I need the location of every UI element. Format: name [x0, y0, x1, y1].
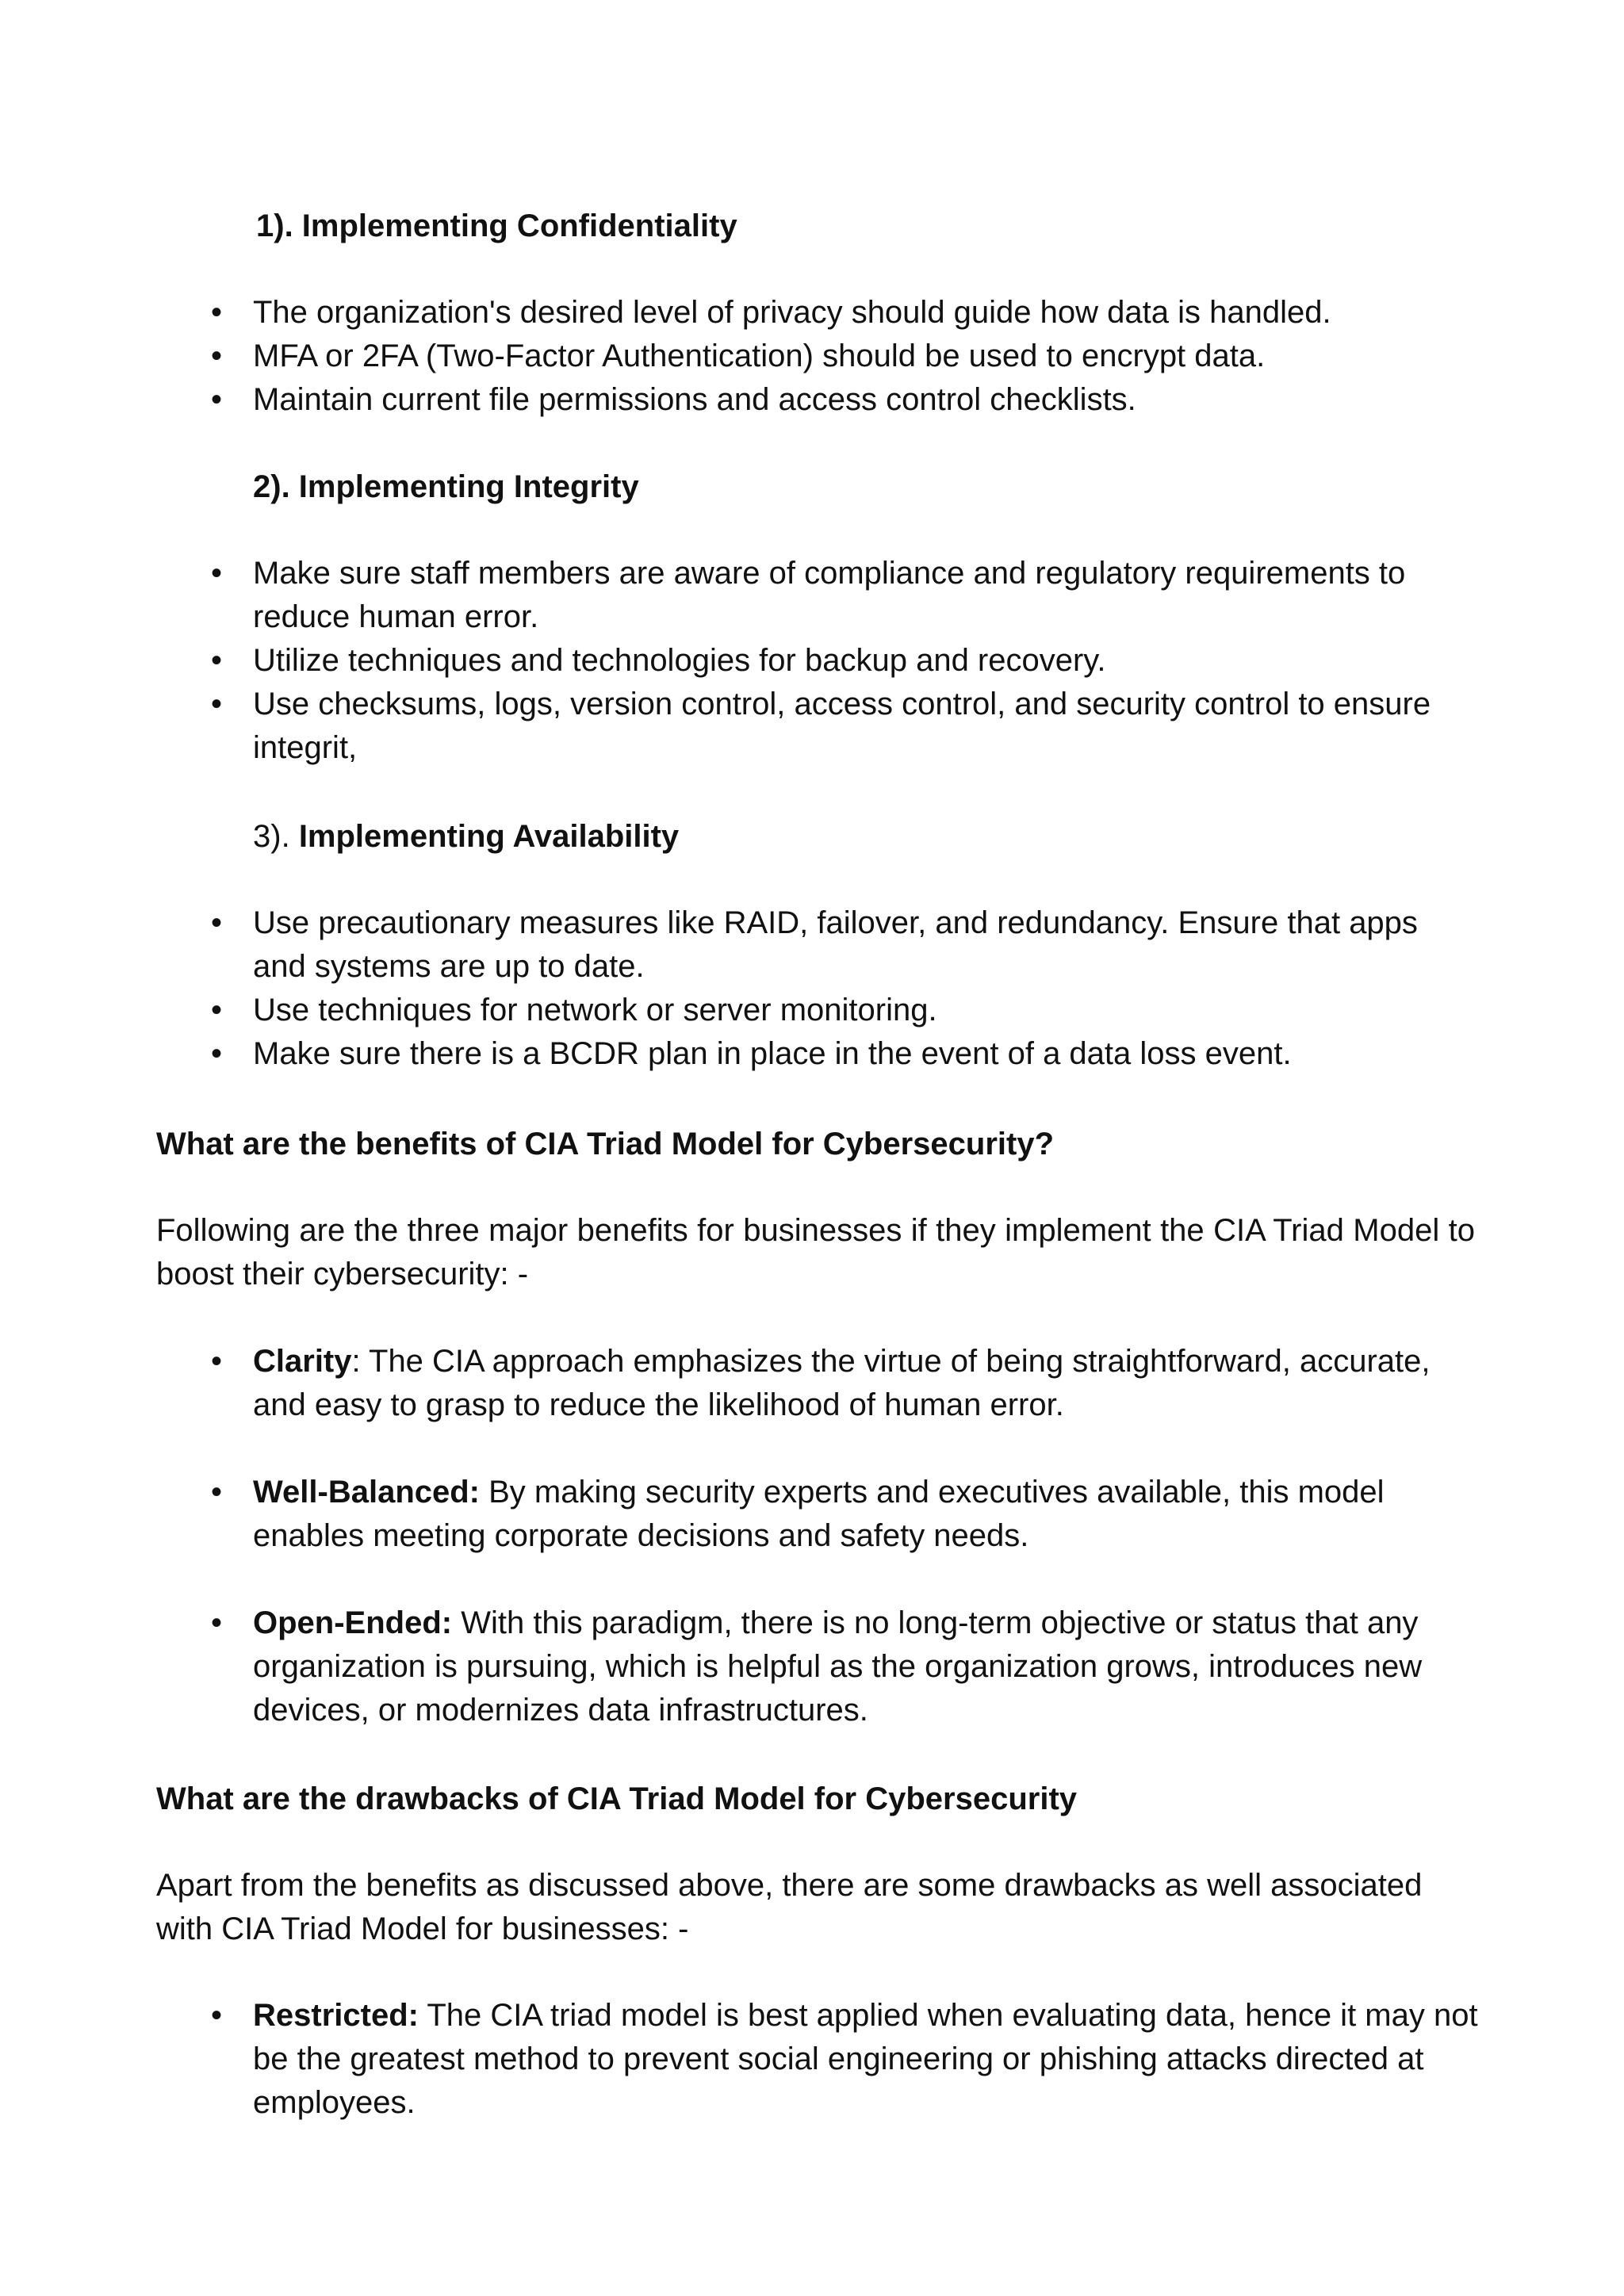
integrity-list	[253, 552, 1478, 770]
list-item: • Maintain current file permissions and access control checklists.	[253, 378, 1478, 422]
heading-drawbacks: What are the drawbacks of CIA Triad Model for Cybersecurity	[156, 1781, 1078, 1816]
heading-integrity: 2). Implementing Integrity	[253, 469, 639, 504]
list-item: • Make sure there is a BCDR plan in place in the event of a data loss event.	[253, 1032, 1478, 1076]
drawback-text: The CIA triad model is best applied when evaluating data, hence it may not be the greatest method to prevent social engineering or phishing attacks directed at employees.	[253, 1998, 1478, 2120]
heading-confidentiality: 1). Implementing Confidentiality	[256, 209, 737, 243]
list-item: • Utilize techniques and technologies for backup and recovery.	[253, 639, 1478, 683]
heading-availability-text: Implementing Availability	[298, 819, 680, 854]
availability-list	[253, 901, 1478, 1076]
benefit-term: Well-Balanced:	[253, 1475, 480, 1510]
drawbacks-intro: Apart from the benefits as discussed above, there are some drawbacks as well associated with CIA Triad Model for businesses: -	[156, 1868, 1423, 1946]
benefit-text: : The CIA approach emphasizes the virtue of being straightforward, accurate, and easy to grasp to reduce the likelihood of human error.	[253, 1344, 1431, 1422]
list-item: • Use checksums, logs, version control, access control, and security control to ensure integrit,	[253, 683, 1478, 770]
benefits-intro: Following are the three major benefits for businesses if they implement the CIA Triad Model to boost their cybersecurity: -	[156, 1213, 1475, 1292]
benefit-term: Clarity	[253, 1344, 352, 1379]
list-item	[253, 1340, 1478, 1427]
benefits-list	[253, 1340, 1478, 1732]
benefit-text: With this paradigm, there is no long-term objective or status that any organization is pursuing, which is helpful as the organization grows, introduces new devices, or modernizes data infrastructures.	[253, 1605, 1423, 1728]
list-item: • MFA or 2FA (Two-Factor Authentication) should be used to encrypt data.	[253, 335, 1478, 378]
list-item	[253, 1601, 1478, 1732]
heading-benefits: What are the benefits of CIA Triad Model for Cybersecurity?	[156, 1127, 1055, 1161]
heading-availability-number: 3).	[253, 819, 290, 854]
drawback-term: Restricted:	[253, 1998, 419, 2033]
benefit-text: By making security experts and executives available, this model enables meeting corporate decisions and safety needs.	[253, 1475, 1385, 1553]
list-item: • Use techniques for network or server monitoring.	[253, 989, 1478, 1032]
list-item: • Use precautionary measures like RAID, failover, and redundancy. Ensure that apps and systems are up to date.	[253, 901, 1478, 989]
list-item: • The organization's desired level of privacy should guide how data is handled.	[253, 291, 1478, 335]
list-item	[253, 1994, 1478, 2125]
confidentiality-list	[253, 291, 1478, 422]
list-item	[253, 1471, 1478, 1558]
heading-availability	[253, 815, 679, 859]
list-item: • Make sure staff members are aware of compliance and regulatory requirements to reduce human error.	[253, 552, 1478, 639]
benefit-term: Open-Ended:	[253, 1605, 453, 1640]
drawbacks-list	[253, 1994, 1478, 2125]
